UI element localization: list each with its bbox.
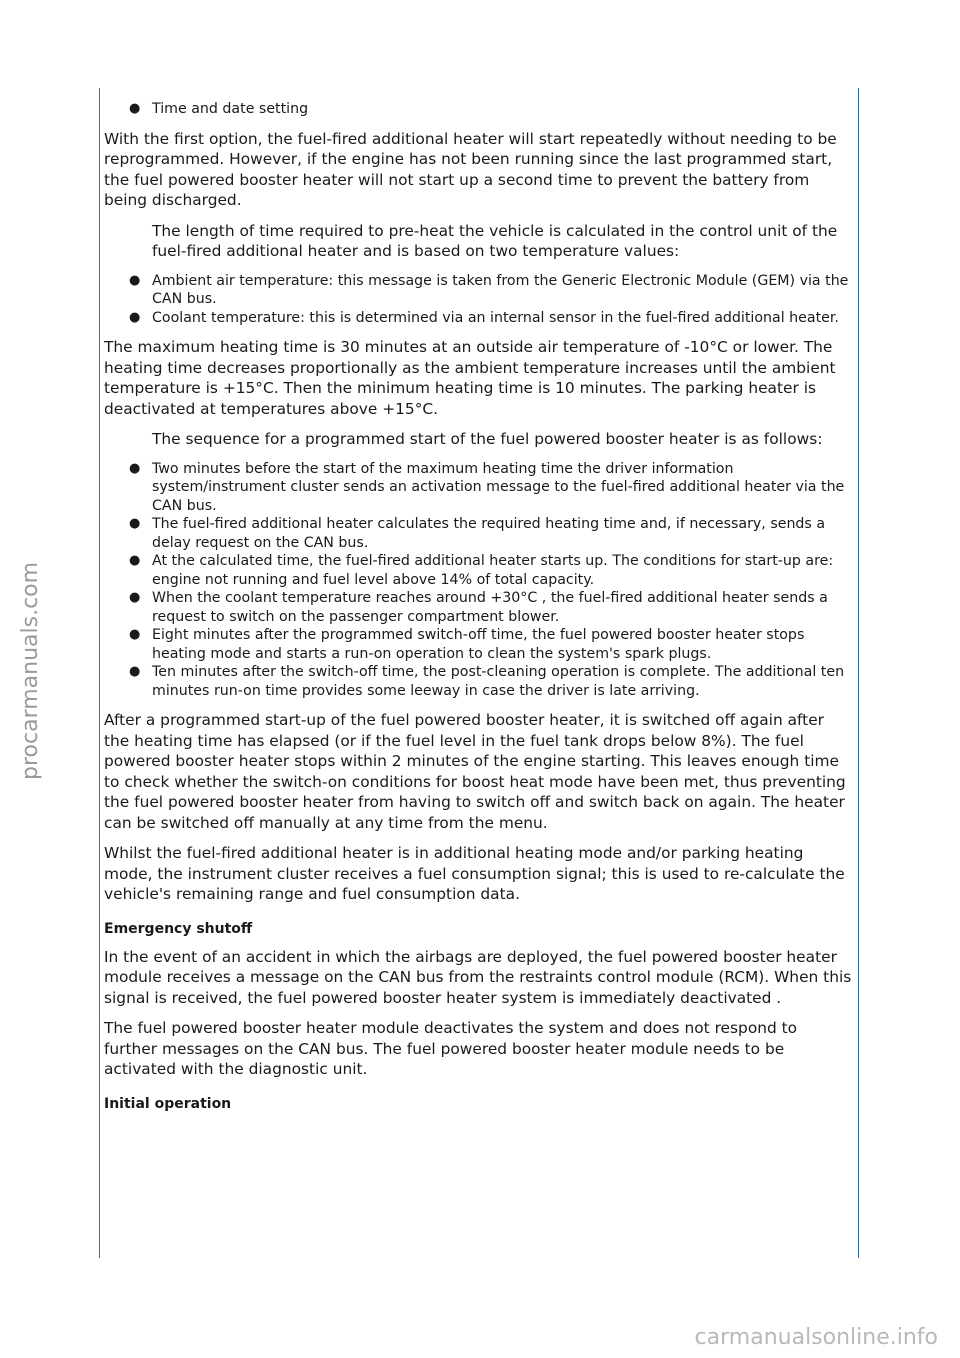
list-item: ● Eight minutes after the programmed switch-off time, the fuel powered booster heater stops heating mode and starts a run-on operation to clean the system's spark plugs. [129, 627, 805, 662]
bullet-icon: ● [129, 664, 141, 679]
bullet-icon: ● [129, 460, 141, 476]
heading-emergency-shutoff: Emergency shutoff [104, 920, 253, 937]
list-item: ● Ambient air temperature: this message is taken from the Generic Electronic Module (GEM) via the CAN bus. [129, 272, 849, 307]
list-item: ● When the coolant temperature reaches around +30°C , the fuel-fired additional heater sends a request to switch on the passenger compartment blower. [129, 590, 828, 625]
paragraph-max-heating-time: The maximum heating time is 30 minutes at an outside air temperature of -10°C or lower. The heating time decreases proportionally as the ambient temperature increases until the ambient temperature is +15°C. Then the minimum heating time is 10 minutes. The parking heater is deactivated at temperatures above +15°C. [104, 338, 836, 418]
bullet-icon: ● [129, 516, 141, 531]
page-content [104, 100, 854, 1122]
list-item: ● The fuel-fired additional heater calculates the required heating time and, if necessary, sends a delay request on the CAN bus. [129, 516, 826, 551]
bottom-watermark: carmanualsonline.info [694, 1325, 938, 1350]
heading-initial-operation: Initial operation [104, 1095, 232, 1112]
list-item: ● Time and date setting [129, 101, 309, 117]
paragraph-switch-off: After a programmed start-up of the fuel powered booster heater, it is switched off again after the heating time has elapsed (or if the fuel level in the fuel tank drops below 8%). The fuel powered booster heater stops within 2 minutes of the engine starting. This leaves enough time to check whether the switch-on conditions for boost heat mode have been met, thus preventing the fuel powered booster heater from having to switch off and switch back on again. The heater can be switched off manually at any time from the menu. [104, 711, 846, 832]
bullet-icon: ● [129, 309, 141, 325]
list-item: ● Coolant temperature: this is determined via an internal sensor in the fuel-fired additional heater. [129, 309, 839, 326]
list-item: ● Two minutes before the start of the maximum heating time the driver information system/instrument cluster sends an activation message to the fuel-fired additional heater via the CAN bus. [129, 460, 845, 514]
list-item: ● At the calculated time, the fuel-fired additional heater starts up. The conditions for start-up are: engine not running and fuel level above 14% of total capacity. [129, 553, 834, 588]
right-margin-rule [858, 88, 859, 1258]
paragraph-deactivation: The fuel powered booster heater module deactivates the system and does not respond to further messages on the CAN bus. The fuel powered booster heater module needs to be activated with the diagnostic unit. [104, 1019, 798, 1078]
time-setting-list [104, 100, 854, 119]
programmed-start-sequence-list [104, 460, 854, 701]
list-item: ● Ten minutes after the switch-off time, the post-cleaning operation is complete. The additional ten minutes run-on time provides some leeway in case the driver is late arriving. [129, 664, 845, 699]
left-margin-rule [99, 88, 100, 1258]
paragraph-fuel-consumption: Whilst the fuel-fired additional heater is in additional heating mode and/or parking heating mode, the instrument cluster receives a fuel consumption signal; this is used to re-calculate the vehicle's remaining range and fuel consumption data. [104, 844, 845, 903]
bullet-icon: ● [129, 590, 141, 605]
bullet-icon: ● [129, 101, 141, 116]
paragraph-accident: In the event of an accident in which the airbags are deployed, the fuel powered booster heater module receives a message on the CAN bus from the restraints control module (RCM). When this signal is received, the fuel powered booster heater system is immediately deactivated . [104, 947, 852, 1007]
paragraph-sequence-intro: The sequence for a programmed start of the fuel powered booster heater is as follows: [152, 430, 823, 448]
bullet-icon: ● [129, 627, 141, 642]
side-watermark: procarmanuals.com [18, 561, 43, 780]
paragraph-preheat-length: The length of time required to pre-heat the vehicle is calculated in the control unit of the fuel-fired additional heater and is based on two temperature values: [152, 221, 838, 260]
paragraph-first-option: With the first option, the fuel-fired additional heater will start repeatedly without needing to be reprogrammed. However, if the engine has not been running since the last programmed start, the fuel powered booster heater will not start up a second time to prevent the battery from being discharged. [104, 129, 837, 209]
temperature-values-list [104, 272, 854, 328]
bullet-icon: ● [129, 553, 141, 568]
bullet-icon: ● [129, 272, 141, 288]
